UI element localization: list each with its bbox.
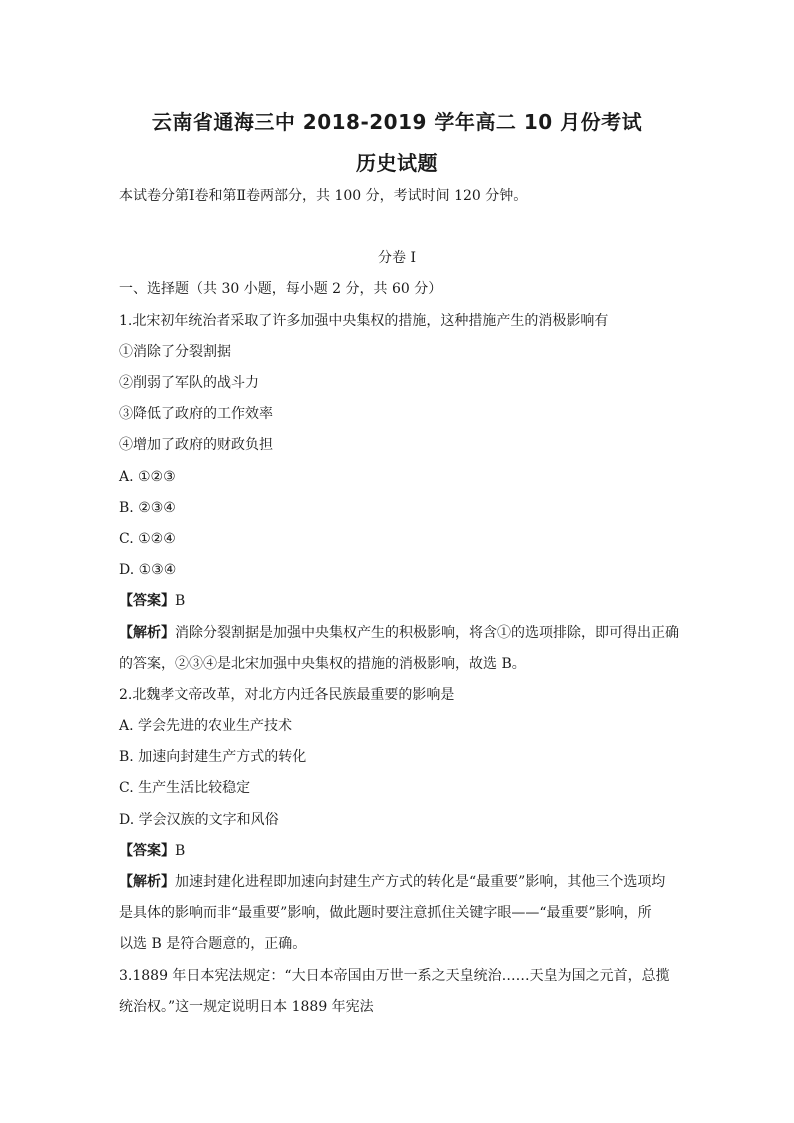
answer-tag: 【答案】 bbox=[119, 593, 175, 609]
q1-stem: 1.北宋初年统治者采取了许多加强中央集权的措施，这种措施产生的消极影响有 bbox=[119, 313, 609, 329]
section-heading: 一、选择题（共 30 小题，每小题 2 分，共 60 分） bbox=[119, 281, 443, 297]
q1-option-d: D. ①③④ bbox=[119, 562, 177, 578]
q2-analysis-line-1 bbox=[119, 872, 665, 892]
answer-value: B bbox=[175, 593, 186, 609]
q3-stem-line-2: 统治权。”这一规定说明日本 1889 年宪法 bbox=[119, 999, 374, 1015]
q2-option-c: C. 生产生活比较稳定 bbox=[119, 780, 251, 796]
q2-option-a: A. 学会先进的农业生产技术 bbox=[119, 718, 293, 734]
exam-intro: 本试卷分第Ⅰ卷和第Ⅱ卷两部分，共 100 分，考试时间 120 分钟。 bbox=[119, 188, 528, 204]
q2-option-b: B. 加速向封建生产方式的转化 bbox=[119, 749, 307, 765]
analysis-tag: 【解析】 bbox=[119, 874, 175, 890]
q2-answer bbox=[119, 841, 185, 861]
q1-item-1: ①消除了分裂割据 bbox=[119, 344, 231, 360]
analysis-text: 加速封建化进程即加速向封建生产方式的转化是“最重要”影响，其他三个选项均 bbox=[175, 874, 666, 890]
section-label: 分卷 I bbox=[378, 250, 416, 266]
document-subtitle: 历史试题 bbox=[356, 151, 438, 175]
q1-option-a: A. ①②③ bbox=[119, 469, 176, 485]
analysis-text: 消除分裂割据是加强中央集权产生的积极影响，将含①的选项排除，即可得出正确 bbox=[175, 625, 679, 641]
q2-stem: 2.北魏孝文帝改革，对北方内迁各民族最重要的影响是 bbox=[119, 687, 455, 703]
q1-option-c: C. ①②④ bbox=[119, 531, 176, 547]
document-title: 云南省通海三中 2018-2019 学年高二 10 月份考试 bbox=[151, 110, 643, 134]
q1-item-4: ④增加了政府的财政负担 bbox=[119, 437, 273, 453]
q1-item-2: ②削弱了军队的战斗力 bbox=[119, 375, 259, 391]
q1-analysis-line-2: 的答案，②③④是北宋加强中央集权的措施的消极影响，故选 B。 bbox=[119, 656, 526, 672]
analysis-tag: 【解析】 bbox=[119, 625, 175, 641]
q3-stem-line-1: 3.1889 年日本宪法规定：“大日本帝国由万世一系之天皇统治……天皇为国之元首，总揽 bbox=[119, 968, 670, 984]
q2-analysis-line-2: 是具体的影响而非“最重要”影响，做此题时要注意抓住关键字眼——“最重要”影响，所 bbox=[119, 905, 652, 921]
answer-value: B bbox=[175, 843, 186, 859]
q1-item-3: ③降低了政府的工作效率 bbox=[119, 406, 273, 422]
q1-answer bbox=[119, 591, 185, 611]
q1-analysis-line-1 bbox=[119, 623, 679, 643]
answer-tag: 【答案】 bbox=[119, 843, 175, 859]
q2-option-d: D. 学会汉族的文字和风俗 bbox=[119, 812, 279, 828]
q1-option-b: B. ②③④ bbox=[119, 500, 176, 516]
q2-analysis-line-3: 以选 B 是符合题意的，正确。 bbox=[119, 936, 307, 952]
